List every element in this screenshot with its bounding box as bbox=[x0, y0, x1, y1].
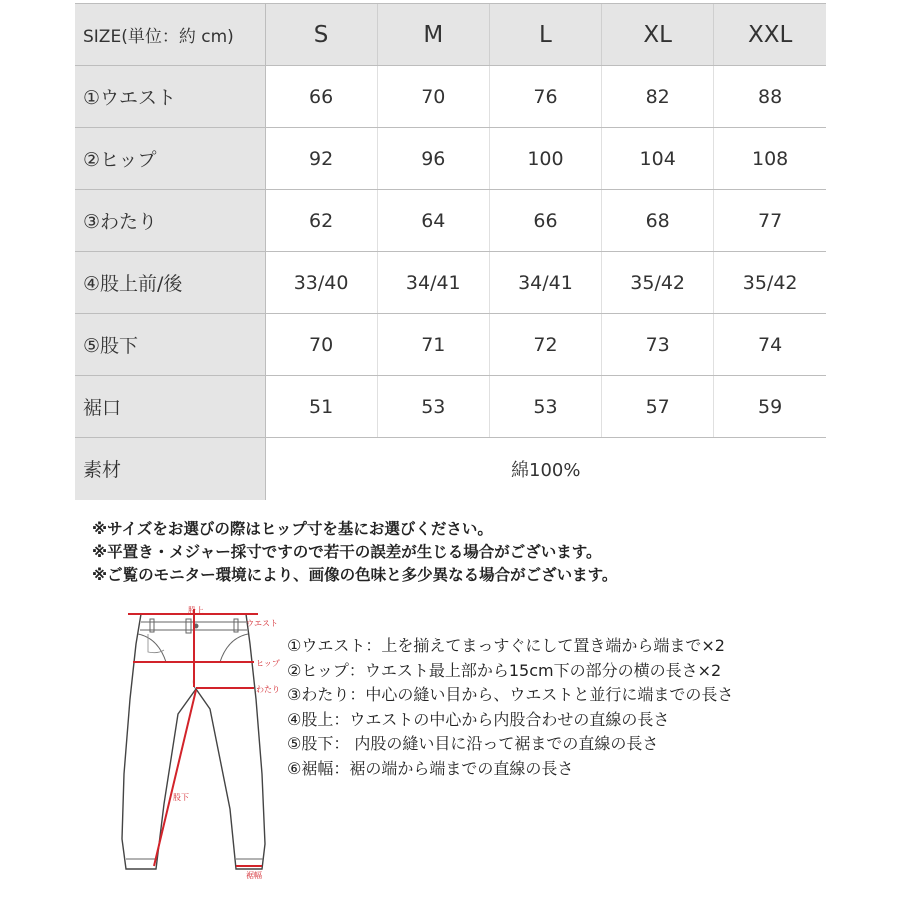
legend-line: ③わたり：中心の縫い目から、ウエストと並行に端までの長さ bbox=[287, 685, 734, 704]
table-cell: 104 bbox=[602, 128, 714, 190]
table-row-waist bbox=[75, 66, 826, 128]
size-xxl-header: XXL bbox=[714, 4, 826, 66]
table-cell: 33/40 bbox=[265, 252, 377, 314]
table-row-thigh bbox=[75, 190, 826, 252]
table-row-inseam bbox=[75, 314, 826, 376]
row-label: ①ウエスト bbox=[75, 66, 265, 128]
hem-label: 裾幅 bbox=[246, 871, 262, 880]
table-cell: 82 bbox=[602, 66, 714, 128]
table-cell: 73 bbox=[602, 314, 714, 376]
table-row-material bbox=[75, 438, 826, 500]
corner-label: SIZE(単位：約 cm) bbox=[75, 4, 265, 66]
size-xl-header: XL bbox=[602, 4, 714, 66]
waist-label: ウエスト bbox=[246, 619, 278, 628]
table-cell: 64 bbox=[377, 190, 489, 252]
table-cell: 35/42 bbox=[602, 252, 714, 314]
table-cell: 68 bbox=[602, 190, 714, 252]
legend-line: ⑤股下： 内股の縫い目に沿って裾までの直線の長さ bbox=[287, 734, 659, 753]
legend-line: ④股上：ウエストの中心から内股合わせの直線の長さ bbox=[287, 709, 670, 729]
size-s-header: S bbox=[265, 4, 377, 66]
size-header-row bbox=[75, 4, 826, 66]
legend-line: ⑥裾幅：裾の端から端までの直線の長さ bbox=[287, 758, 574, 778]
table-cell: 76 bbox=[489, 66, 601, 128]
note-line: ※平置き・メジャー採寸ですので若干の誤差が生じる場合がございます。 bbox=[92, 543, 602, 561]
table-cell: 66 bbox=[489, 190, 601, 252]
table-cell: 77 bbox=[714, 190, 826, 252]
table-cell: 70 bbox=[377, 66, 489, 128]
table-cell: 53 bbox=[377, 376, 489, 438]
table-cell: 34/41 bbox=[489, 252, 601, 314]
size-l-header: L bbox=[489, 4, 601, 66]
table-cell: 74 bbox=[714, 314, 826, 376]
pants-diagram bbox=[78, 604, 293, 884]
table-cell: 71 bbox=[377, 314, 489, 376]
note-line: ※ご覧のモニター環境により、画像の色味と多少異なる場合がございます。 bbox=[92, 566, 618, 584]
size-table bbox=[75, 3, 826, 500]
row-label: ④股上前/後 bbox=[75, 252, 265, 314]
pants-illustration bbox=[78, 604, 293, 884]
hip-label: ヒップ bbox=[256, 659, 280, 668]
table-cell: 88 bbox=[714, 66, 826, 128]
table-row-rise bbox=[75, 252, 826, 314]
table-cell: 62 bbox=[265, 190, 377, 252]
table-cell: 92 bbox=[265, 128, 377, 190]
measurement-legend bbox=[287, 634, 733, 781]
material-value: 綿100% bbox=[265, 438, 826, 500]
table-cell: 66 bbox=[265, 66, 377, 128]
notes bbox=[92, 518, 617, 587]
legend-line: ②ヒップ：ウエスト最上部から15cm下の部分の横の長さ×2 bbox=[287, 660, 722, 680]
thigh-label: わたり bbox=[256, 685, 280, 694]
table-cell: 51 bbox=[265, 376, 377, 438]
table-row-hem bbox=[75, 376, 826, 438]
note-line: ※サイズをお選びの際はヒップ寸を基にお選びください。 bbox=[92, 520, 493, 538]
row-label: ②ヒップ bbox=[75, 128, 265, 190]
table-cell: 96 bbox=[377, 128, 489, 190]
inseam-label: 股下 bbox=[173, 793, 189, 802]
table-cell: 100 bbox=[489, 128, 601, 190]
table-cell: 72 bbox=[489, 314, 601, 376]
table-cell: 70 bbox=[265, 314, 377, 376]
table-cell: 108 bbox=[714, 128, 826, 190]
table-cell: 53 bbox=[489, 376, 601, 438]
row-label: 裾口 bbox=[75, 376, 265, 438]
row-label: ③わたり bbox=[75, 190, 265, 252]
table-row-hip bbox=[75, 128, 826, 190]
table-cell: 35/42 bbox=[714, 252, 826, 314]
rise-label: 股上 bbox=[188, 606, 204, 615]
size-m-header: M bbox=[377, 4, 489, 66]
row-label: 素材 bbox=[75, 438, 265, 500]
table-cell: 34/41 bbox=[377, 252, 489, 314]
legend-line: ①ウエスト：上を揃えてまっすぐにして置き端から端まで×2 bbox=[287, 636, 725, 655]
table-cell: 57 bbox=[602, 376, 714, 438]
table-cell: 59 bbox=[714, 376, 826, 438]
row-label: ⑤股下 bbox=[75, 314, 265, 376]
